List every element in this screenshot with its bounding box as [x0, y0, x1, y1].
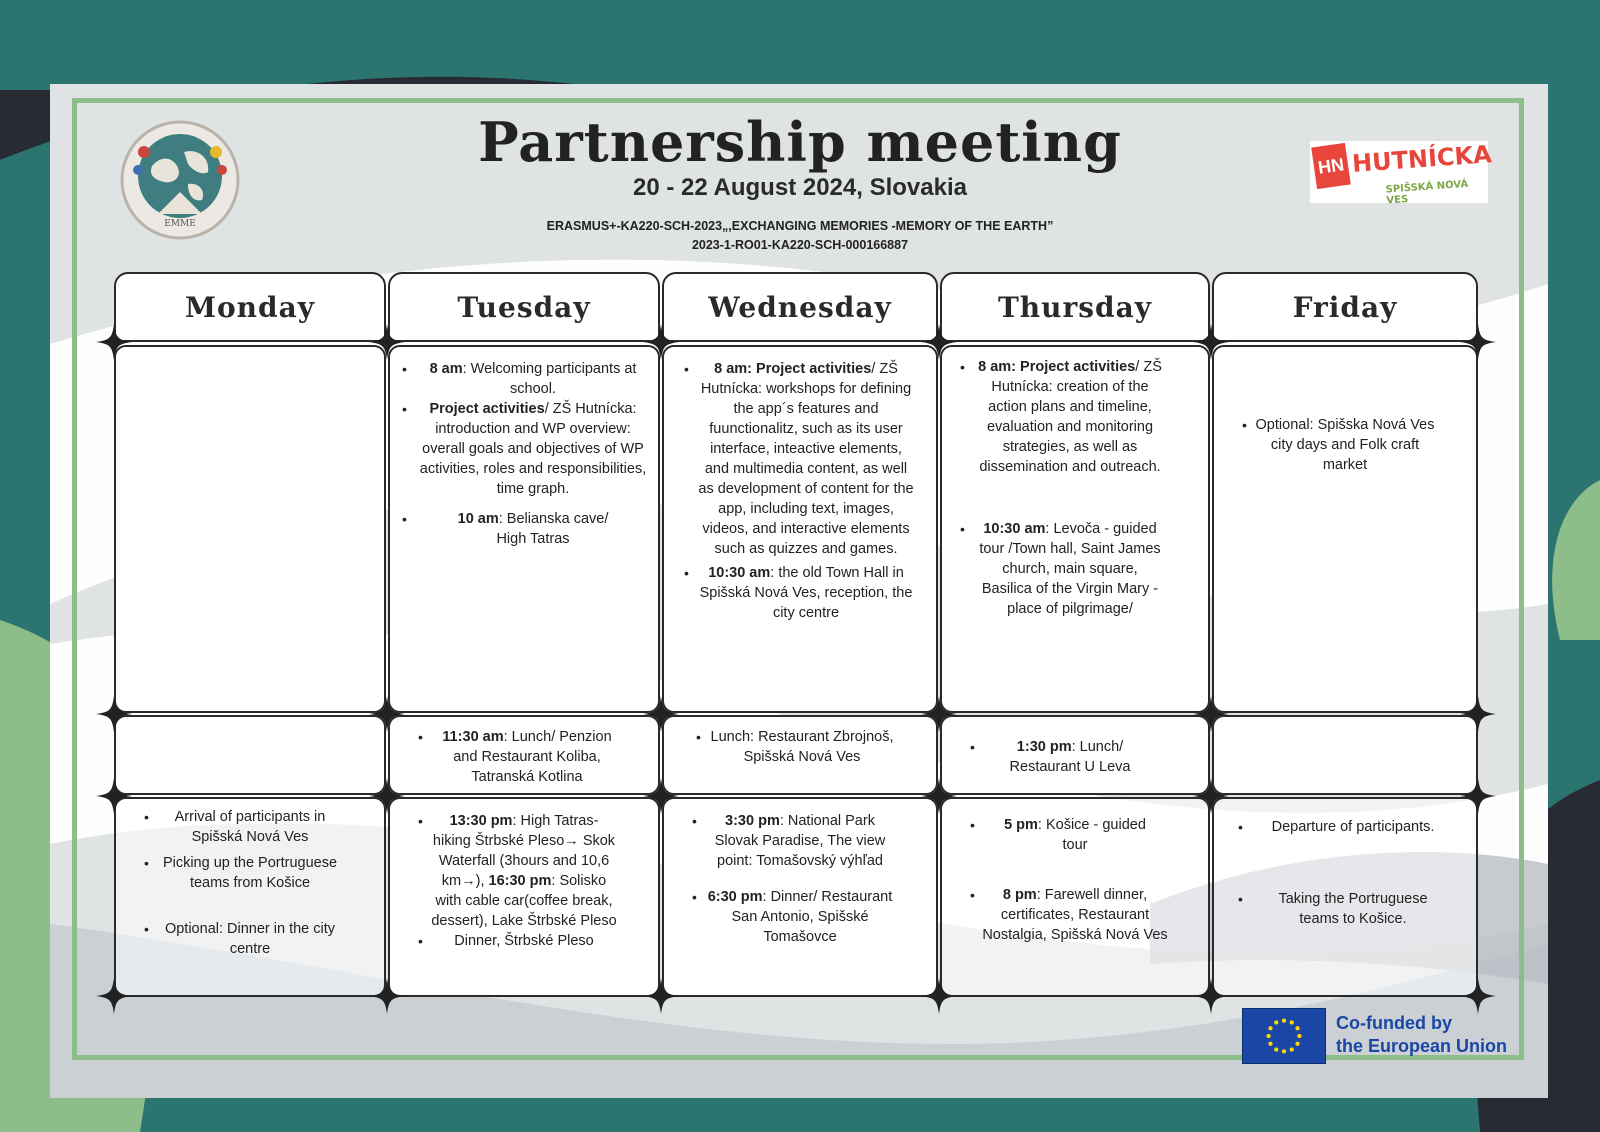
cell-friday-afternoon: [1212, 797, 1478, 997]
page-subtitle: 20 - 22 August 2024, Slovakia: [633, 174, 967, 201]
header-tuesday: Tuesday: [388, 272, 660, 342]
school-logo-mark: HN: [1311, 143, 1351, 189]
list-item: • Dinner, Štrbské Pleso: [430, 931, 618, 951]
list-item: • Arrival of participants in Spišská Nová Ves: [156, 807, 344, 847]
list-item: • 8 am: Project activities/ ZŠ Hutnícka: creation of the action plans and timeline, evaluation and monitoring strategies, as well as dissemination and outreach.: [972, 357, 1168, 477]
list-item: • 10:30 am: Levoča - guided tour /Town hall, Saint James church, main square, Basilica of the Virgin Mary - place of pilgrimage/: [972, 519, 1168, 619]
list-item: • 8 am: Project activities/ ZŠ Hutnícka: workshops for defining the app´s features and fuunctionalitz, such as its user interface, inteactive elements, and multimedia content, as well as development of content for the app, including text, images, videos, and interactive elements such as quizzes and games.: [696, 359, 916, 559]
school-logo-town: SPIŠSKÁ NOVÁ VES: [1385, 178, 1469, 207]
cell-monday-morning: [114, 345, 386, 713]
cell-wednesday-afternoon: [662, 797, 938, 997]
cell-tuesday-lunch: [388, 715, 660, 795]
eu-text-line-2: the European Union: [1336, 1036, 1507, 1056]
cell-friday-morning: [1212, 345, 1478, 713]
list-item: • 8 pm: Farewell dinner, certificates, Restaurant Nostalgia, Spišská Nová Ves: [982, 885, 1168, 945]
cell-tuesday-afternoon: [388, 797, 660, 997]
project-code-line-2: 2023-1-RO01-KA220-SCH-000166887: [691, 238, 909, 252]
list-item: • Project activities/ ZŠ Hutnícka: introduction and WP overview: overall goals and objectives of WP activities, roles and responsibilities, time graph.: [414, 399, 652, 499]
list-item: • 10 am: Belianska cave/ High Tatras: [414, 509, 652, 549]
list-item: • Optional: Spišska Nová Ves city days and Folk craft market: [1254, 415, 1436, 475]
cell-thursday-afternoon: [940, 797, 1210, 997]
eu-text-line-1: Co-funded by: [1336, 1013, 1452, 1033]
header-friday: Friday: [1212, 272, 1478, 342]
list-item: • 11:30 am: Lunch/ Penzion and Restaurant Koliba, Tatranská Kotlina: [430, 727, 624, 787]
list-item: • Lunch: Restaurant Zbrojnoš, Spišská Nová Ves: [708, 727, 896, 767]
eu-flag-icon: [1242, 1008, 1326, 1064]
list-item: • 5 pm: Košice - guided tour: [982, 815, 1168, 855]
list-item: • Picking up the Portruguese teams from Košice: [156, 853, 344, 893]
page-title: Partnership meeting: [478, 110, 1122, 174]
project-code-line-1: ERASMUS+-KA220-SCH-2023„,EXCHANGING MEMORIES -MEMORY OF THE EARTH”: [546, 219, 1054, 233]
header-monday: Monday: [114, 272, 386, 342]
cell-thursday-morning: [940, 345, 1210, 713]
cell-friday-lunch: [1212, 715, 1478, 795]
school-logo: [1310, 140, 1493, 207]
eu-cofunded-logo: [1242, 1008, 1518, 1064]
project-logo-globe: [118, 118, 242, 242]
cell-monday-afternoon: [114, 797, 386, 997]
list-item: • Taking the Portruguese teams to Košice.: [1250, 889, 1456, 929]
cell-thursday-lunch: [940, 715, 1210, 795]
school-logo-name: HUTNÍCKA: [1351, 140, 1493, 178]
cell-monday-lunch: [114, 715, 386, 795]
list-item: • 6:30 pm: Dinner/ Restaurant San Antonio, Spišské Tomašovce: [704, 887, 896, 947]
list-item: • 10:30 am: the old Town Hall in Spišská Nová Ves, reception, the city centre: [696, 563, 916, 623]
list-item: • 3:30 pm: National Park Slovak Paradise, The view point: Tomašovský výhľad: [704, 811, 896, 871]
logo-left-label: EMME: [164, 219, 196, 229]
list-item: • Departure of participants.: [1250, 817, 1456, 837]
list-item: • Optional: Dinner in the city centre: [156, 919, 344, 959]
cell-wednesday-morning: [662, 345, 938, 713]
list-item: • 8 am: Welcoming participants at school.: [414, 359, 652, 399]
header-thursday: Thursday: [940, 272, 1210, 342]
header-wednesday: Wednesday: [662, 272, 938, 342]
list-item: • 1:30 pm: Lunch/ Restaurant U Leva: [982, 737, 1158, 777]
cell-tuesday-morning: [388, 345, 660, 713]
cell-wednesday-lunch: [662, 715, 938, 795]
list-item: • 13:30 pm: High Tatras- hiking Štrbské Pleso→ Skok Waterfall (3hours and 10,6 km→), 16:30 pm: Solisko with cable car(coffee break, dessert), Lake Štrbské Pleso: [430, 811, 618, 931]
